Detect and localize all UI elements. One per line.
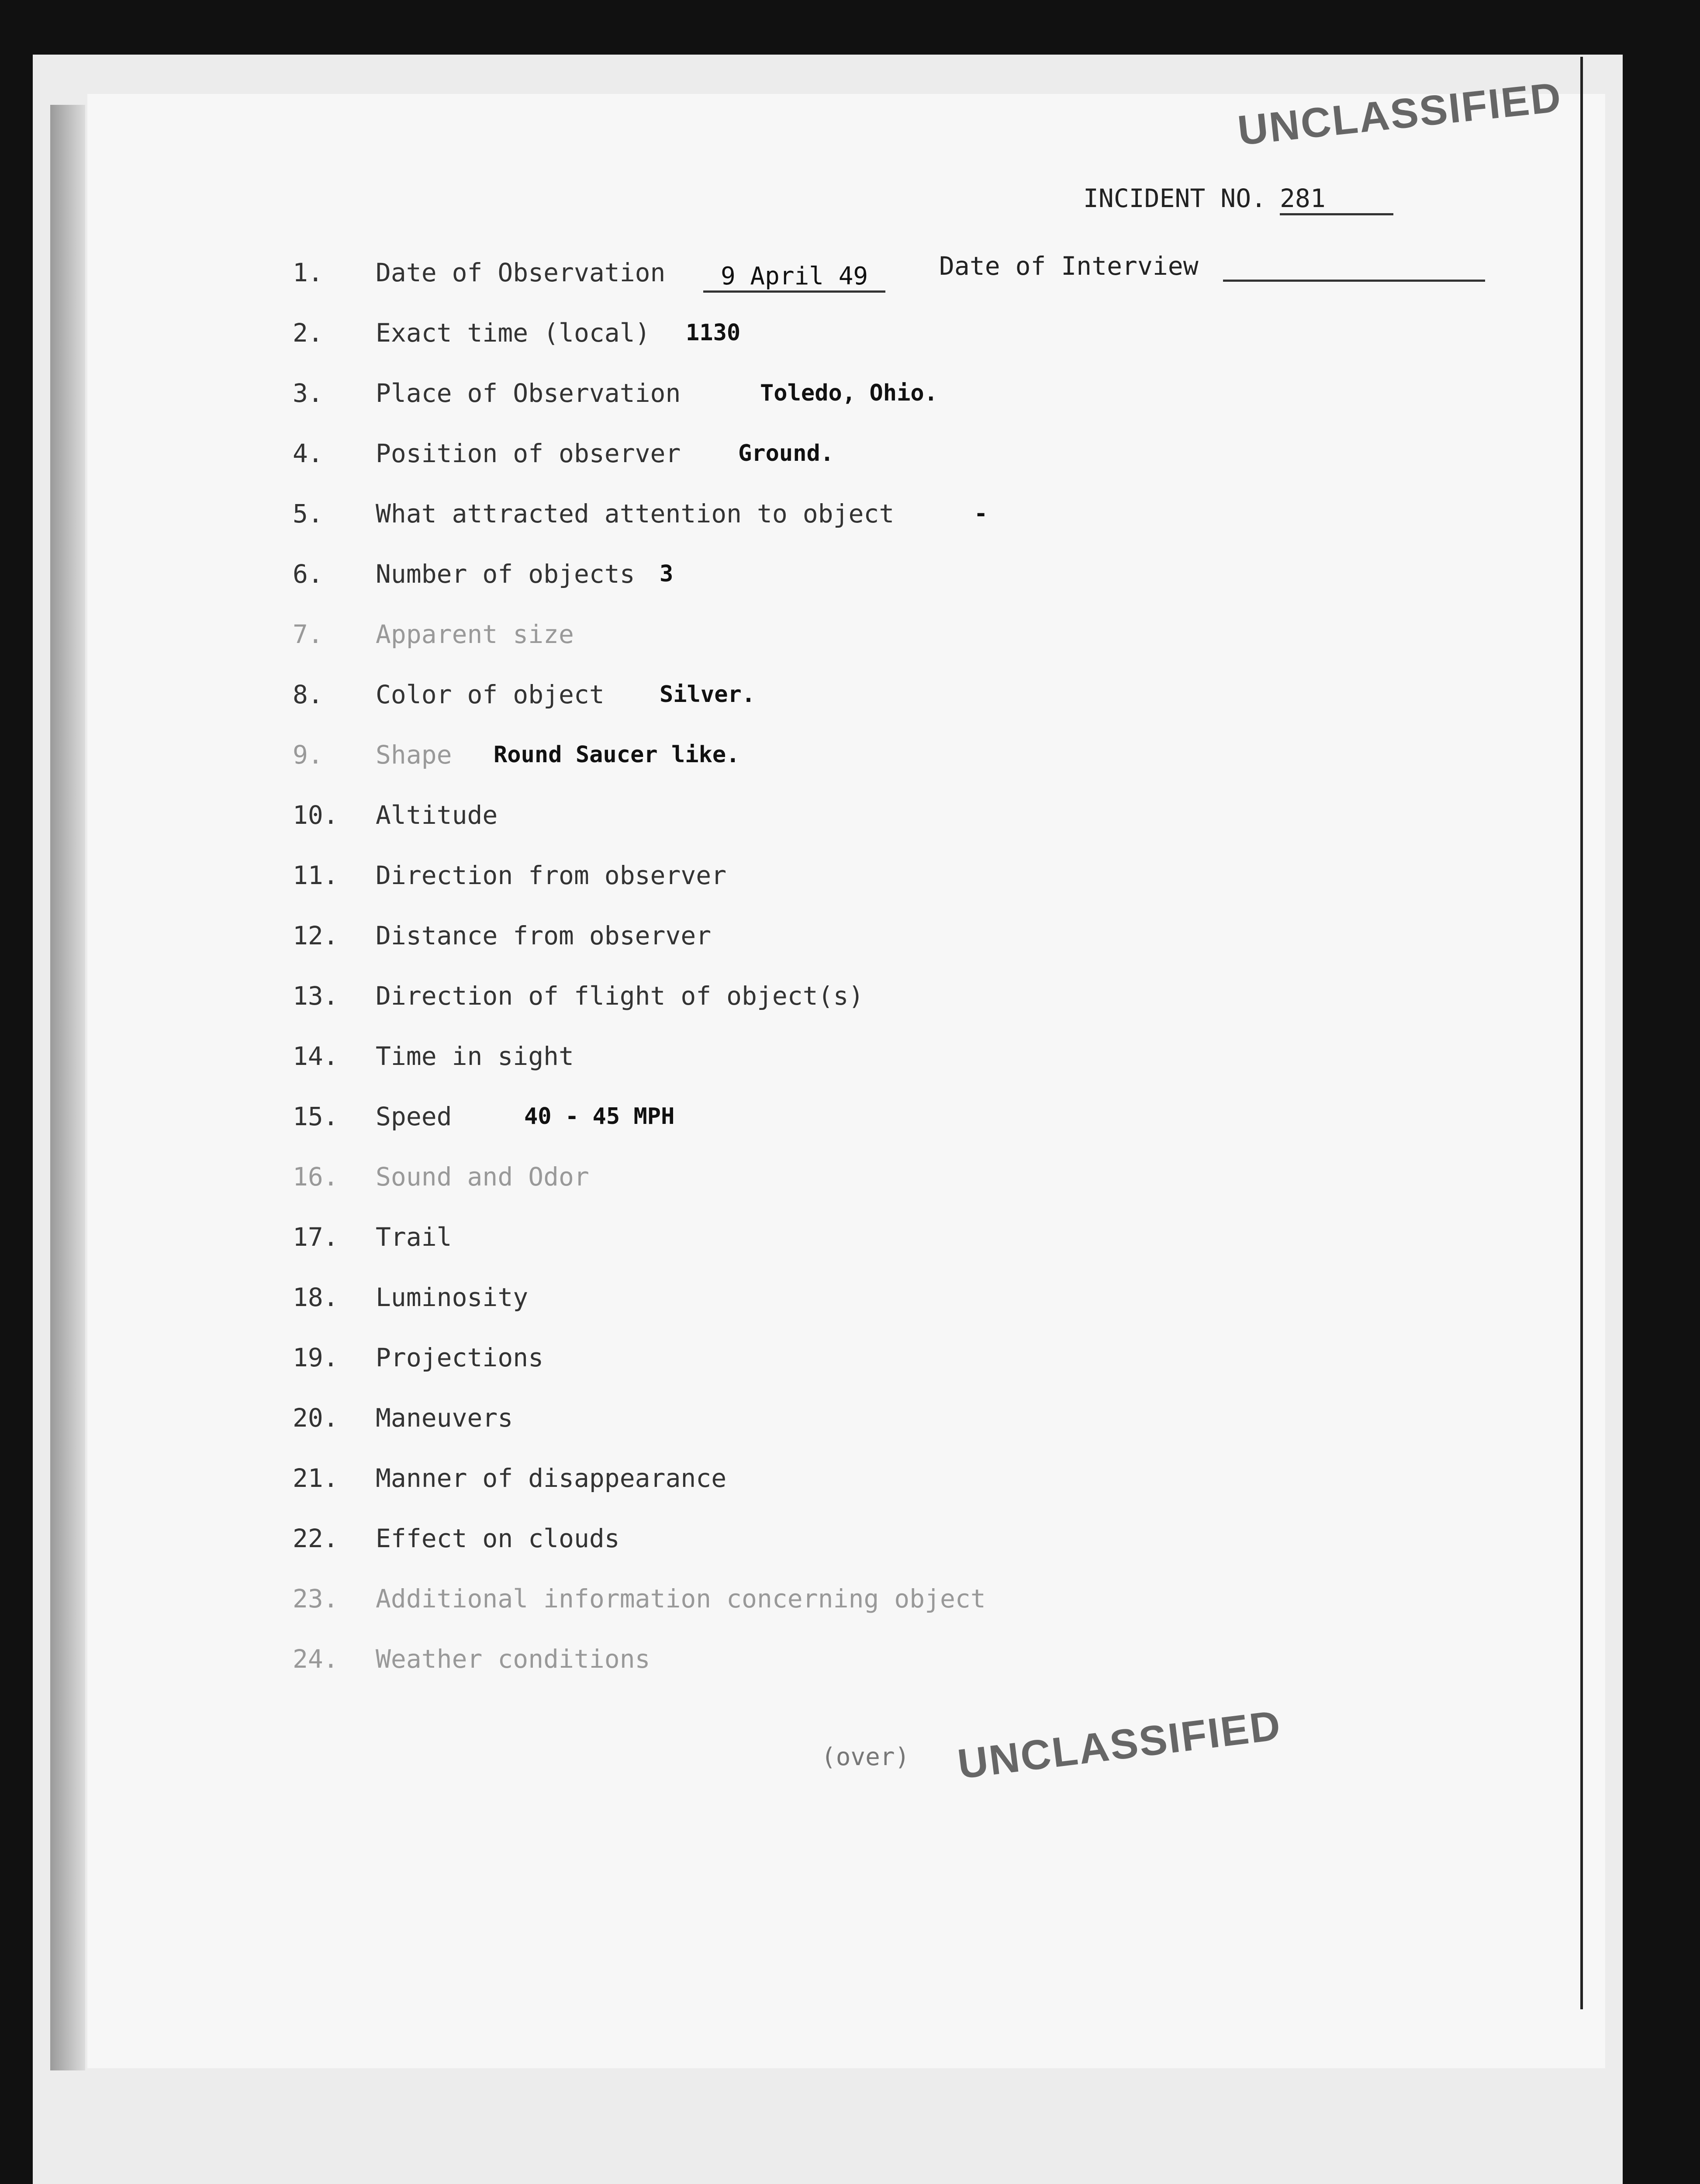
item-label: Time in sight <box>376 1041 574 1071</box>
item-answer: 40 - 45 MPH <box>524 1103 675 1130</box>
item-label: Date of Observation <box>376 258 666 287</box>
item-number: 13. <box>293 981 339 1011</box>
item-label: Shape <box>376 740 452 770</box>
item-number: 19. <box>293 1343 339 1372</box>
item-number: 2. <box>293 318 323 348</box>
item-number: 10. <box>293 800 339 830</box>
item-label: Distance from observer <box>376 921 712 950</box>
item-label: Luminosity <box>376 1282 529 1312</box>
item-label: What attracted attention to object <box>376 499 895 529</box>
item-number: 16. <box>293 1162 339 1192</box>
item-answer: 3 <box>660 561 674 587</box>
item-number: 4. <box>293 439 323 468</box>
item-answer: Toledo, Ohio. <box>760 380 938 406</box>
classification-stamp-top: UNCLASSIFIED <box>1235 73 1565 155</box>
item-number: 11. <box>293 860 339 890</box>
item-label: Effect on clouds <box>376 1524 620 1553</box>
item-number: 6. <box>293 559 323 589</box>
item-number: 22. <box>293 1524 339 1553</box>
incident-number: 281 <box>1280 183 1393 215</box>
item-answer: Silver. <box>660 681 756 708</box>
item-number: 8. <box>293 680 323 709</box>
item-label: Apparent size <box>376 619 574 649</box>
incident-label: INCIDENT NO. <box>1083 183 1267 213</box>
item-label: Projections <box>376 1343 544 1372</box>
item-label: Exact time (local) <box>376 318 650 348</box>
item-answer: 9 April 49 <box>703 262 885 293</box>
item-label: Maneuvers <box>376 1403 513 1433</box>
item-number: 14. <box>293 1041 339 1071</box>
item-label: Sound and Odor <box>376 1162 589 1192</box>
item-label: Speed <box>376 1102 452 1131</box>
item-number: 12. <box>293 921 339 950</box>
item-label: Trail <box>376 1222 452 1252</box>
item-number: 23. <box>293 1584 339 1614</box>
item-label: Altitude <box>376 800 498 830</box>
item-label: Additional information concerning object <box>376 1584 986 1614</box>
item-answer: - <box>974 501 988 527</box>
over-note: (over) <box>821 1743 910 1771</box>
item-number: 15. <box>293 1102 339 1131</box>
item-label: Weather conditions <box>376 1644 650 1674</box>
date-of-interview-label: Date of Interview <box>939 251 1199 281</box>
item-number: 17. <box>293 1222 339 1252</box>
item-number: 20. <box>293 1403 339 1433</box>
item-number: 7. <box>293 619 323 649</box>
item-label: Direction of flight of object(s) <box>376 981 864 1011</box>
item-answer: Ground. <box>738 440 834 467</box>
item-label: Position of observer <box>376 439 681 468</box>
item-number: 9. <box>293 740 323 770</box>
date-of-interview-line <box>1223 280 1485 282</box>
item-answer: Round Saucer like. <box>494 742 740 768</box>
item-label: Place of Observation <box>376 378 681 408</box>
item-number: 18. <box>293 1282 339 1312</box>
item-label: Number of objects <box>376 559 635 589</box>
item-label: Color of object <box>376 680 605 709</box>
item-number: 1. <box>293 258 323 287</box>
item-number: 21. <box>293 1463 339 1493</box>
item-label: Manner of disappearance <box>376 1463 727 1493</box>
item-answer: 1130 <box>686 320 741 346</box>
item-number: 3. <box>293 378 323 408</box>
item-number: 5. <box>293 499 323 529</box>
classification-stamp-bottom: UNCLASSIFIED <box>955 1701 1284 1788</box>
page-edge-rule <box>1580 57 1583 2009</box>
item-label: Direction from observer <box>376 860 727 890</box>
page-shadow <box>50 105 85 2070</box>
item-number: 24. <box>293 1644 339 1674</box>
